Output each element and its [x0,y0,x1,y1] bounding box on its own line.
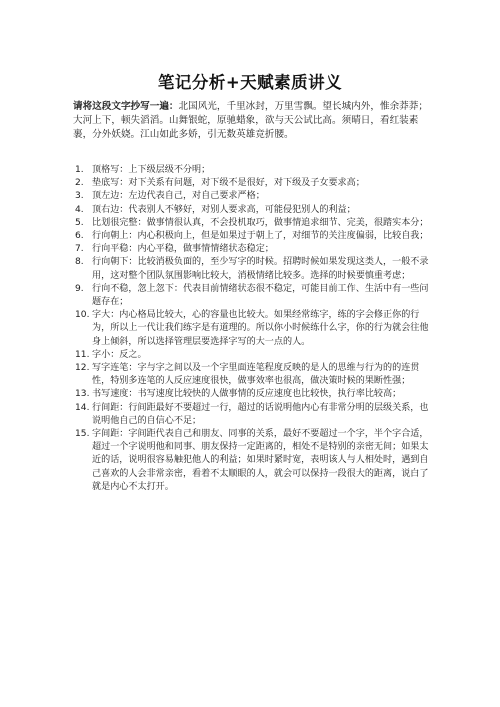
list-item [75,283,437,309]
list-item-number: 10. [75,310,90,321]
list-item-text: 字大：内心格局比较大，心的容量也比较大。如果经常练字，练的字会修正你的行为，所以上一代让我们练字是有道理的。所以你小时候练什么字，你的行为就会往他身上倾斜，所以选择管理层要选择字写的大一点的人。 [92,310,429,347]
list-item-text: 比划很完整：做事情很认真，不会投机取巧，做事情追求细节、完美，很踏实本分； [92,217,429,228]
list-item-number: 9. [75,283,84,294]
list-item-number: 11. [75,349,90,360]
list-item [75,230,437,243]
list-item [75,256,437,282]
list-item-number: 8. [75,257,84,268]
list-item [75,388,437,401]
list-item-text: 书写速度：书写速度比较快的人做事情的反应速度也比较快，执行率比较高； [92,389,402,400]
list-item-number: 12. [75,363,90,374]
list-item-number: 2. [75,178,84,189]
list-item [75,402,437,428]
intro-paragraph [73,100,435,143]
list-item [75,362,437,388]
intro-text: 北国风光，千里冰封，万里雪飘。望长城内外，惟余莽莽；大河上下，顿失滔滔。山舞银蛇，原驰蜡象，欲与天公试比高。须晴日，看红装素裹，分外妖娆。江山如此多娇，引无数英雄竞折腰。 [73,101,428,141]
list-item-text: 行向平稳：内心平稳，做事情情绪状态稳定； [92,244,274,255]
page-title: 笔记分析+天赋素质讲义 [157,73,343,92]
list-item-number: 15. [75,429,90,440]
list-item-number: 4. [75,204,84,215]
list-item-text: 顶格写：上下级层级不分明； [92,165,211,175]
list-item-text: 字间距：字间距代表自己和朋友、同事的关系，最好不要超过一个字，半个字合适，超过一个字说明他和同事、朋友保持一定距离的，相处不是特别的亲密无间；如果太近的话，说明很容易触犯他人的利益；如果时紧时宽，表明该人与人相处时，遇到自己喜欢的人会非常亲密，看着不太顺眼的人，就会可以保持一段很大的距离，说白了就是内心不太打开。 [92,429,429,492]
list-item-text: 行向朝上：内心积极向上，但是如果过于朝上了，对细节的关注度偏弱，比较自我； [92,231,429,242]
list-item [75,349,437,362]
list-item-text: 垫底写：对下关系有问题，对下级不是很好，对下级及子女要求高； [92,178,365,189]
list-item-text: 行向不稳，忽上忽下：代表目前情绪状态很不稳定，可能目前工作、生活中有一些问题存在； [92,283,429,308]
list-item-text: 顶左边：左边代表自己，对自己要求严格； [92,191,265,202]
list-item-text: 写字连笔：字与字之间以及一个字里面连笔程度反映的是人的思维与行为的的连贯性，特别多连笔的人反应速度很快，做事效率也很高，做决策时候的果断性强； [92,363,420,387]
list-item [75,309,437,349]
list-item-number: 1. [75,165,84,175]
list-item [75,428,437,494]
list-item-text: 顶右边：代表别人不够好，对别人要求高，可能侵犯别人的利益； [92,204,356,215]
list-item-text: 行向朝下：比较消极负面的，至少写字的时候。招聘时候如果发现这类人，一般不录用，这对整个团队氛围影响比较大，消极情绪比较多。选择的时候要慎重考虑； [92,257,429,281]
list-item [75,217,437,230]
list-item-number: 14. [75,402,90,413]
intro-lead: 请将这段文字抄写一遍： [73,101,179,112]
list-item [75,177,437,190]
list-item [75,190,437,203]
notes-list [75,164,437,494]
list-item [75,164,437,177]
list-item-number: 5. [75,217,84,228]
list-item-text: 行间距：行间距最好不要超过一行，超过的话说明他内心有非常分明的层级关系，也说明他自己的自信心不足； [92,402,429,426]
list-item [75,243,437,256]
list-item [75,204,437,217]
list-item-number: 6. [75,231,84,242]
list-item-number: 7. [75,244,84,255]
list-item-number: 3. [75,191,84,202]
list-item-number: 13. [75,389,90,400]
list-item-text: 字小：反之。 [92,349,147,360]
